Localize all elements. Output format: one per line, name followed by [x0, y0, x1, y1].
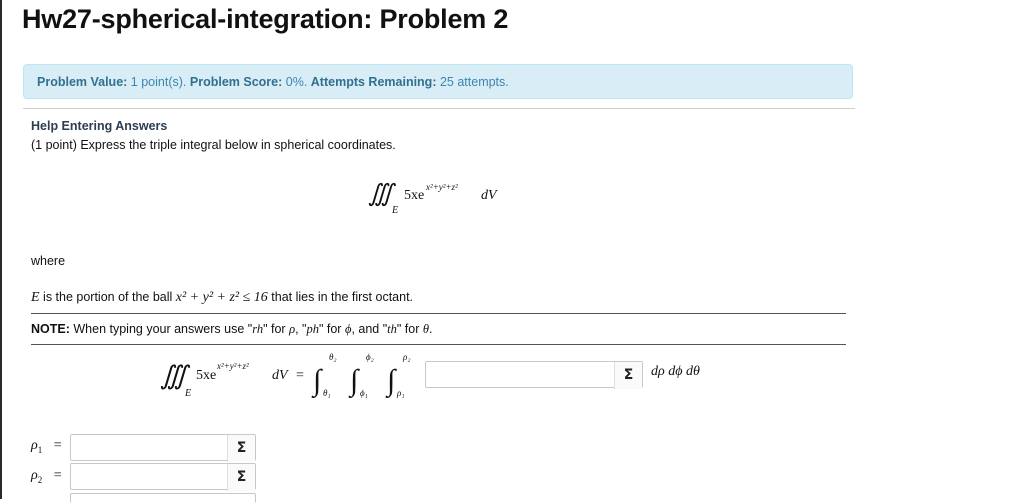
note-part: , ": [295, 322, 307, 336]
attempts-remaining: 25 attempts.: [439, 75, 509, 89]
rho1-label: [31, 438, 62, 455]
rho1-subscript: 1: [37, 444, 43, 455]
integral-sign-theta: ∫: [313, 364, 322, 397]
divider: [31, 313, 846, 314]
integral-sign-rho: ∫: [387, 364, 396, 397]
left-border: [0, 0, 2, 499]
integrand-exponent: x²+y²+z²: [426, 182, 458, 192]
problem-value: 1 point(s).: [130, 75, 187, 89]
triple-integral-display: [368, 175, 528, 215]
phi-lower: ϕ₁: [360, 388, 368, 398]
note-phi: ϕ: [344, 322, 352, 336]
next-answer-input[interactable]: [70, 493, 256, 503]
region-label: E: [185, 388, 192, 399]
region-desc-pre: is the portion of the ball: [39, 290, 176, 304]
rho1-symbol: ρ: [31, 438, 38, 453]
phi-upper: ϕ₂: [366, 352, 374, 362]
note-ph: ph: [306, 322, 319, 336]
region-var: E: [31, 290, 40, 305]
equation-editor-icon[interactable]: Σ: [227, 464, 255, 491]
region-label: E: [392, 205, 399, 215]
divider: [31, 344, 846, 345]
note-rh: rh: [252, 322, 264, 336]
integrand-coef: 5xe: [196, 368, 217, 383]
rho2-subscript: 2: [37, 474, 43, 485]
differentials: dρ dϕ dθ: [651, 364, 700, 379]
problem-score-label: Problem Score:: [189, 75, 283, 89]
integrand-coef: 5xe: [404, 188, 425, 203]
equals-sign: =: [296, 368, 304, 383]
integrand-exponent: x²+y²+z²: [217, 361, 249, 371]
attempts-label: Attempts Remaining:: [310, 75, 437, 89]
page-title: Hw27-spherical-integration: Problem 2: [22, 4, 509, 34]
rho1-input[interactable]: [70, 434, 256, 461]
rho2-input[interactable]: [70, 463, 256, 490]
divider: [23, 108, 855, 109]
integrand-answer-value: [426, 362, 642, 372]
dv-label: dV: [481, 188, 497, 203]
note-part: When typing your answers use ": [69, 322, 253, 336]
rho2-label: [31, 468, 62, 485]
note-text: [31, 322, 433, 337]
rho-lower: ρ₁: [397, 388, 405, 398]
note-part: " for: [318, 322, 345, 336]
note-part: " for: [263, 322, 290, 336]
where-label: where: [31, 254, 66, 268]
integrand-answer-input[interactable]: [425, 361, 643, 388]
note-rho: ρ: [289, 322, 296, 336]
note-part: " for: [396, 322, 423, 336]
rho2-symbol: ρ: [31, 468, 38, 483]
equals-sign: =: [53, 438, 62, 453]
equation-editor-icon[interactable]: Σ: [227, 435, 255, 462]
integral-sign-phi: ∫: [350, 364, 359, 397]
problem-info-box: [23, 64, 853, 99]
region-description: [31, 290, 413, 306]
note-part: , and ": [351, 322, 388, 336]
theta-upper: θ₂: [329, 352, 337, 362]
equation-editor-icon[interactable]: Σ: [614, 362, 642, 389]
problem-statement: (1 point) Express the triple integral below in spherical coordinates.: [31, 138, 396, 152]
equals-sign: =: [53, 468, 62, 483]
note-label: NOTE:: [31, 322, 70, 336]
problem-value-label: Problem Value:: [37, 75, 128, 89]
dv-label: dV: [272, 368, 288, 383]
note-th: th: [387, 322, 397, 336]
note-theta: θ: [422, 322, 430, 336]
ball-inequality: x² + y² + z² ≤ 16: [175, 290, 268, 305]
problem-score: 0%.: [285, 75, 308, 89]
triple-integral-sign: ∭: [160, 361, 188, 390]
triple-integral-sign: ∭: [368, 181, 394, 207]
note-part: .: [429, 322, 433, 336]
region-desc-post: that lies in the first octant.: [267, 290, 414, 304]
help-entering-answers-link[interactable]: Help Entering Answers: [31, 119, 168, 133]
rho-upper: ρ₂: [403, 352, 411, 362]
spherical-equation: [160, 352, 430, 400]
theta-lower: θ₁: [323, 388, 331, 398]
